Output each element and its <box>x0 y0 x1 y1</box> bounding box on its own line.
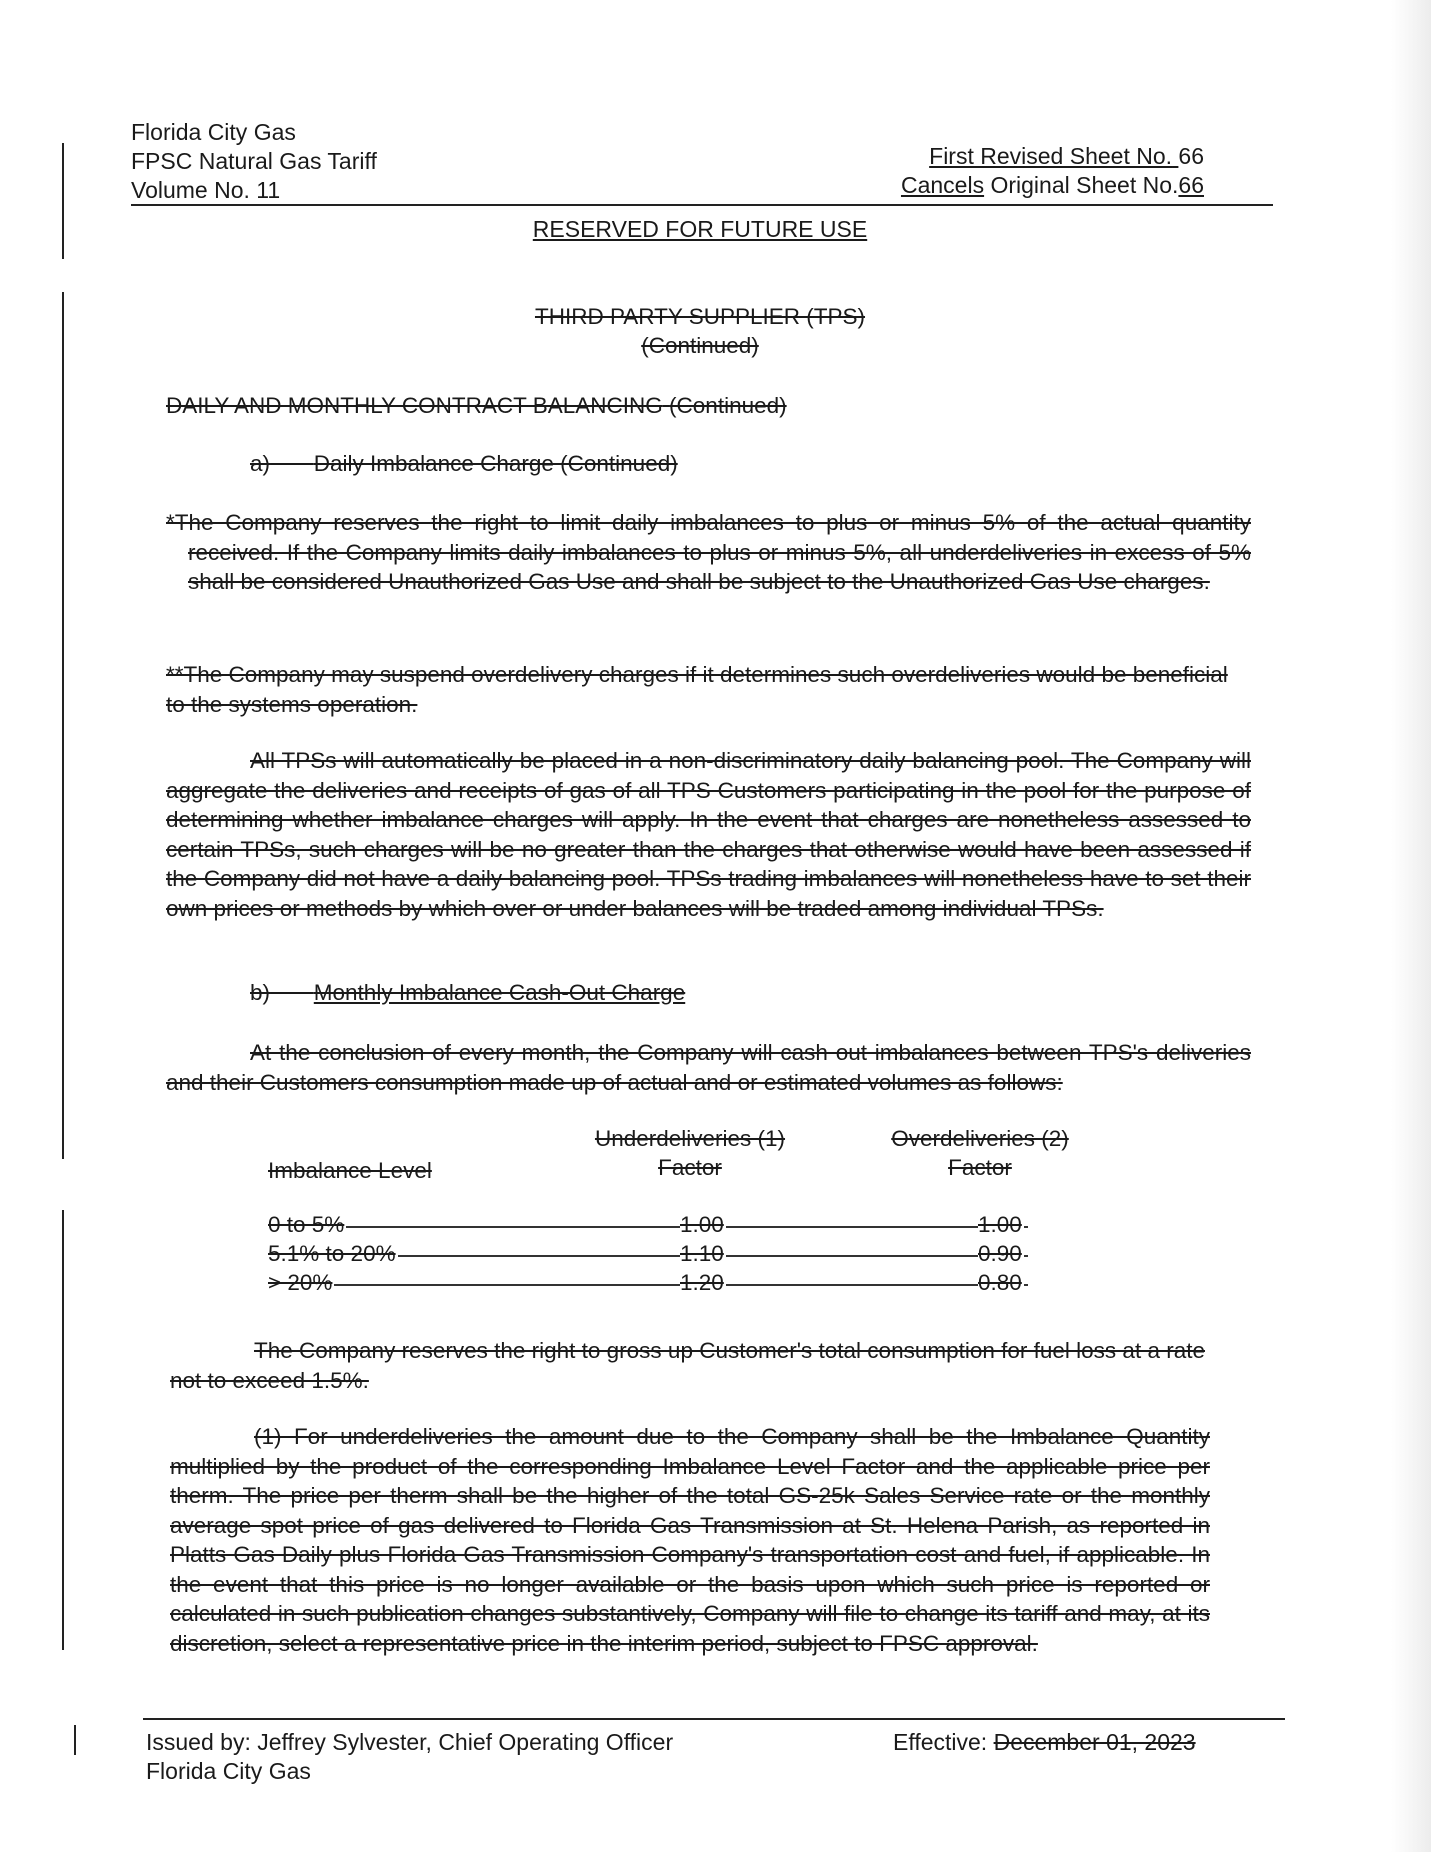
header-volume: Volume No. 11 <box>131 177 281 203</box>
row-leader <box>268 1284 1028 1286</box>
row-under-factor: 1.00 <box>680 1212 724 1237</box>
change-bar-middle <box>62 292 64 1159</box>
table-row <box>268 1212 1028 1240</box>
section-heading-text: DAILY AND MONTHLY CONTRACT BALANCING <box>166 393 663 418</box>
row-over-factor: 0.80 <box>978 1270 1022 1295</box>
table-header-under-2: Factor <box>658 1155 722 1180</box>
document-title: THIRD PARTY SUPPLIER (TPS) <box>534 304 866 329</box>
subsection-b <box>250 980 685 1006</box>
paragraph-balancing-pool: All TPSs will automatically be placed in a non-discriminatory daily balancing pool. The Company will aggregate the deliveries and receipts of gas of all TPS Customers participating in the pool for the purpose of determining whether imbalance charges will apply. In the event that charges are nonetheless assessed to certain TPSs, such charges will be no greater than the charges that otherwise would have been assessed if the Company did not have a daily balancing pool. TPSs trading imbalances will nonetheless have to set their own prices or methods by which over or under balances will be traded among individual TPSs. <box>166 748 1251 921</box>
paragraph-underdeliveries: (1) For underdeliveries the amount due to the Company shall be the Imbalance Quantity multiplied by the product of the corresponding Imbalance Level Factor and the applicable price per therm. The price per therm shall be the higher of the total GS-25k Sales Service rate or the monthly average spot price of gas delivered to Florida Gas Transmission at St. Helena Parish, as reported in Platts Gas Daily plus Florida Gas Transmission Company's transportation cost and fuel, if applicable. In the event that this price is no longer available or the basis upon which such price is reported or calculated in such publication changes substantively, Company will file to change its tariff and may, at its discretion, select a representative price in the interim period, subject to FPSC approval. <box>170 1424 1210 1656</box>
table-header-level: Imbalance Level <box>268 1158 432 1183</box>
row-leader <box>268 1226 1028 1228</box>
cancels-label: Cancels <box>900 172 985 198</box>
subsection-b-spacer <box>270 980 314 1005</box>
table-row <box>268 1270 1028 1298</box>
sheet-number-line <box>901 142 1204 171</box>
row-over-factor: 1.00 <box>978 1212 1022 1237</box>
subsection-b-title: Monthly Imbalance Cash-Out Charge <box>313 980 686 1005</box>
header-tariff: FPSC Natural Gas Tariff <box>131 148 377 174</box>
footer-issued-by: Issued by: Jeffrey Sylvester, Chief Operating Officer <box>146 1729 674 1755</box>
row-under-factor: 1.20 <box>680 1270 724 1295</box>
effective-date: December 01, 2023 <box>993 1729 1196 1755</box>
scan-edge <box>1391 0 1431 1852</box>
effective-label: Effective: <box>893 1729 988 1755</box>
change-bar-footer <box>74 1725 76 1755</box>
table-header-over-1: Overdeliveries (2) <box>891 1126 1069 1151</box>
sheet-number: 66 <box>1178 143 1204 169</box>
row-over-factor: 0.90 <box>978 1241 1022 1266</box>
subsection-b-letter: b) <box>250 980 271 1005</box>
reserved-heading: RESERVED FOR FUTURE USE <box>532 216 868 242</box>
row-level: 5.1% to 20% <box>268 1241 396 1266</box>
header-right <box>901 142 1204 200</box>
header-company: Florida City Gas <box>131 119 296 145</box>
subsection-a-letter: a) <box>250 451 271 476</box>
footer-rule <box>143 1718 1285 1720</box>
footer-effective <box>893 1728 1196 1757</box>
header-left <box>131 118 377 205</box>
paragraph-fuel-loss: The Company reserves the right to gross up Customer's total consumption for fuel loss at a rate not to exceed 1.5%. <box>170 1338 1205 1393</box>
change-bar-top <box>62 143 64 259</box>
section-heading <box>166 393 787 419</box>
footer-left <box>146 1728 673 1786</box>
paragraph-cashout: At the conclusion of every month, the Company will cash out imbalances between TPS's deliveries and their Customers consumption made up of actual and or estimated volumes as follows: <box>166 1040 1251 1095</box>
original-sheet-number: 66 <box>1178 172 1204 198</box>
title-continued: (Continued) <box>641 333 759 358</box>
section-heading-continued: (Continued) <box>669 393 787 418</box>
paragraph-star1: *The Company reserves the right to limit daily imbalances to plus or minus 5% of the actual quantity received. If the Company limits daily imbalances to plus or minus 5%, all underdeliveries in excess of 5% shall be considered Unauthorized Gas Use and shall be subject to the Unauthorized Gas Use charges. <box>166 510 1251 594</box>
subsection-a <box>250 451 678 477</box>
subsection-a-title: Daily Imbalance Charge (Continued) <box>313 451 678 476</box>
table-header-over-2: Factor <box>948 1155 1012 1180</box>
footer-company: Florida City Gas <box>146 1758 311 1784</box>
subsection-a-spacer <box>270 451 314 476</box>
row-under-factor: 1.10 <box>680 1241 724 1266</box>
table-header-under-1: Underdeliveries (1) <box>594 1126 786 1151</box>
change-bar-lower <box>62 1210 64 1650</box>
table-row <box>268 1241 1028 1269</box>
row-level: > 20% <box>268 1270 333 1295</box>
row-level: 0 to 5% <box>268 1212 345 1237</box>
cancels-line <box>901 171 1204 200</box>
paragraph-star2: **The Company may suspend overdelivery charges if it determines such overdeliveries would be beneficial to the systems operation. <box>166 662 1228 717</box>
sheet-label: First Revised Sheet No. <box>929 143 1173 169</box>
header-rule <box>131 204 1273 206</box>
original-sheet-label: Original Sheet No. <box>990 172 1179 198</box>
